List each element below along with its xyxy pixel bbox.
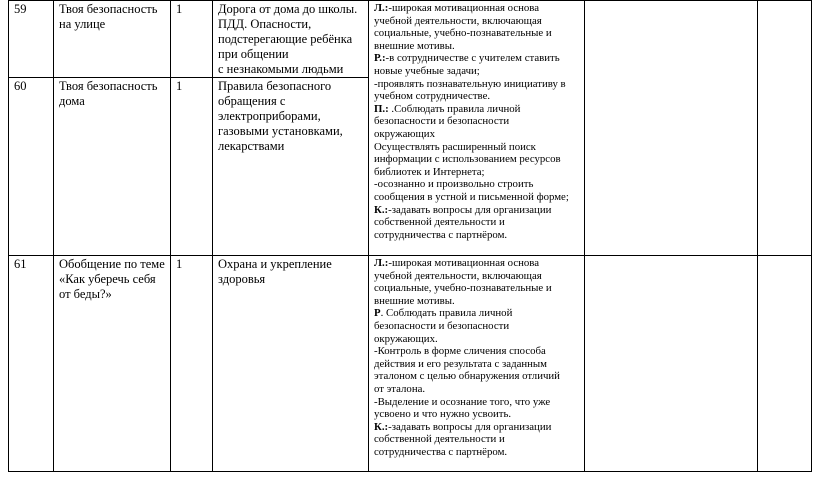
uud-key-l: Л.: — [374, 2, 389, 14]
topic-line: Твоя безопасность — [59, 79, 158, 93]
empty-cell — [758, 256, 812, 472]
content-line: газовыми установками, — [218, 124, 343, 138]
uud-key-p: П.: — [374, 102, 389, 115]
uud-text: библиотек и Интернета; — [374, 165, 485, 178]
uud-key-k: К.: — [374, 203, 389, 216]
content-line: электроприборами, — [218, 109, 321, 123]
uud-text: внешние мотивы. — [374, 294, 455, 307]
lesson-content — [213, 1, 369, 78]
lesson-content — [213, 78, 369, 256]
uud-text: безопасности и безопасности — [374, 319, 510, 332]
content-line: здоровья — [218, 272, 266, 286]
empty-cell — [585, 1, 758, 256]
uud-text: усвоено и что нужно усвоить. — [374, 408, 512, 421]
uud-text: учебной деятельности, включающая — [374, 14, 542, 27]
uud-text: -проявлять познавательную инициативу в — [374, 77, 566, 90]
uud-key-l: Л.: — [374, 257, 389, 269]
uud-text: собственной деятельности и — [374, 216, 505, 229]
uud-text: . Соблюдать правила личной — [380, 307, 513, 320]
uud-text: новые учебные задачи; — [374, 64, 480, 77]
uud-cell-61 — [369, 256, 585, 472]
uud-text: социальные, учебно-познавательные и — [374, 282, 552, 295]
content-line: с незнакомыми людьми — [218, 62, 344, 76]
topic-line: Обобщение по теме — [59, 257, 165, 271]
topic-line: Твоя безопасность — [59, 2, 158, 16]
uud-text: .Соблюдать правила личной — [388, 102, 521, 115]
uud-key-r: Р.: — [374, 52, 386, 65]
lesson-number: 60 — [9, 78, 54, 256]
uud-text: социальные, учебно-познавательные и — [374, 27, 552, 40]
lesson-topic — [54, 1, 171, 78]
uud-key-k: К.: — [374, 420, 389, 433]
uud-text: действия и его результата с заданным — [374, 357, 548, 370]
lesson-hours: 1 — [171, 1, 213, 78]
empty-cell — [758, 1, 812, 256]
uud-text: -задавать вопросы для организации — [388, 203, 552, 216]
content-line: ПДД. Опасности, — [218, 17, 312, 31]
topic-line: на улице — [59, 17, 106, 31]
uud-text: окружающих — [374, 127, 435, 140]
uud-cell-60 — [369, 1, 585, 256]
empty-cell — [585, 256, 758, 472]
uud-text: учебном сотрудничестве. — [374, 90, 491, 103]
uud-text: -задавать вопросы для организации — [388, 420, 552, 433]
uud-text: окружающих. — [374, 332, 438, 345]
content-line: при общении — [218, 47, 289, 61]
lesson-topic — [54, 256, 171, 472]
content-line: подстерегающие ребёнка — [218, 32, 353, 46]
uud-text: эталоном с целью обнаружения отличий — [374, 370, 560, 383]
content-line: лекарствами — [218, 139, 285, 153]
lesson-hours: 1 — [171, 256, 213, 472]
uud-text: -Выделение и осознание того, что уже — [374, 395, 551, 408]
content-line: Правила безопасного — [218, 79, 332, 93]
uud-text: -Контроль в форме сличения способа — [374, 345, 546, 358]
lesson-content — [213, 256, 369, 472]
uud-text: собственной деятельности и — [374, 433, 505, 446]
table-row-61 — [9, 256, 812, 472]
uud-text: -осознанно и произвольно строить — [374, 178, 534, 191]
topic-line: дома — [59, 94, 85, 108]
lesson-hours: 1 — [171, 78, 213, 256]
uud-text: внешние мотивы. — [374, 39, 455, 52]
uud-text: информации с использованием ресурсов — [374, 153, 561, 166]
uud-text: Осуществлять расширенный поиск — [374, 140, 536, 153]
uud-text: сотрудничества с партнёром. — [374, 445, 508, 458]
uud-text: безопасности и безопасности — [374, 115, 510, 128]
content-line: Дорога от дома до школы. — [218, 2, 358, 16]
uud-key-r: Р — [374, 307, 381, 320]
uud-text: от эталона. — [374, 382, 426, 395]
lesson-plan-table — [8, 0, 812, 472]
uud-text: -в сотрудничестве с учителем ставить — [385, 52, 560, 65]
lesson-number: 61 — [9, 256, 54, 472]
content-line: Охрана и укрепление — [218, 257, 332, 271]
uud-text: сотрудничества с партнёром. — [374, 228, 508, 241]
uud-text: -широкая мотивационная основа — [388, 2, 540, 14]
topic-line: от беды?» — [59, 287, 112, 301]
uud-text: -широкая мотивационная основа — [388, 257, 540, 269]
lesson-topic — [54, 78, 171, 256]
lesson-number: 59 — [9, 1, 54, 78]
content-line: обращения с — [218, 94, 286, 108]
topic-line: «Как уберечь себя — [59, 272, 156, 286]
uud-text: учебной деятельности, включающая — [374, 269, 542, 282]
table-row-59 — [9, 1, 812, 78]
uud-text: сообщения в устной и письменной форме; — [374, 190, 569, 203]
